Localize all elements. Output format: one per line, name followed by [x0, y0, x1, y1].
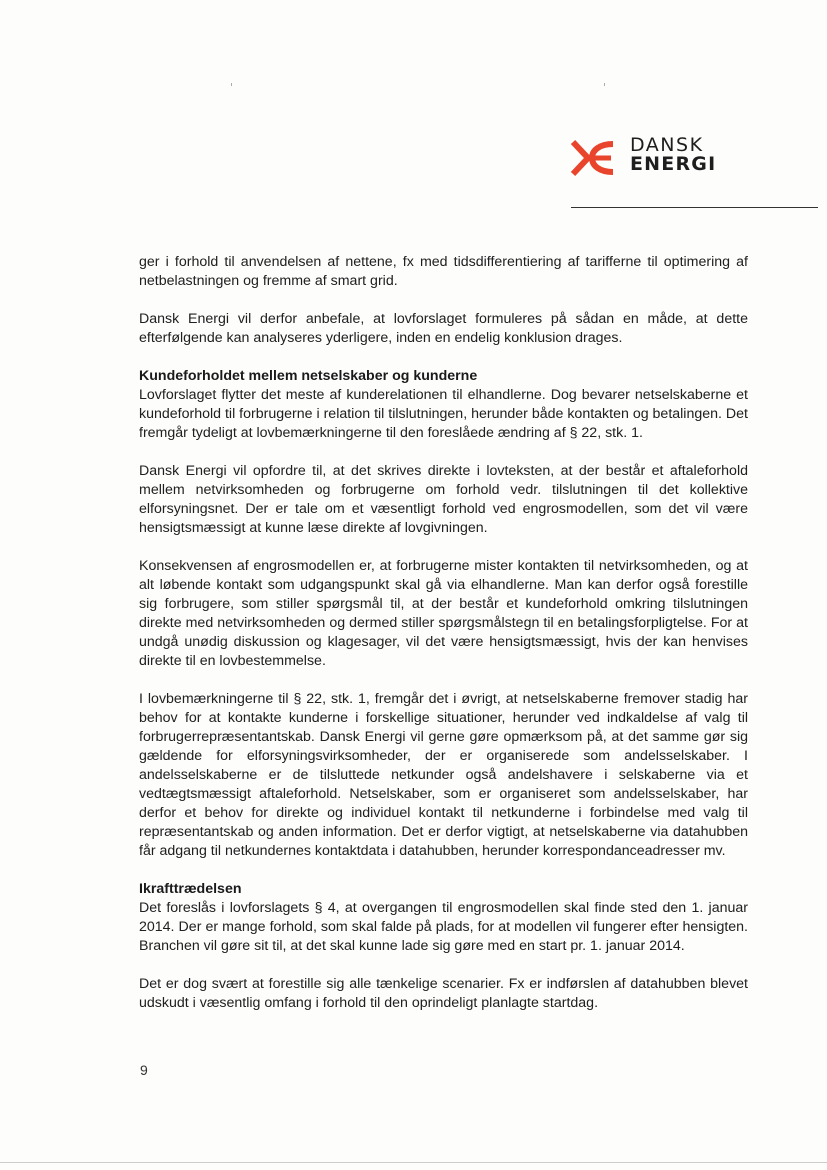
dansk-energi-logo: [571, 133, 731, 183]
paragraph: I lovbemærkningerne til § 22, stk. 1, fremgår det i øvrigt, at netselskaberne fremover stadig har behov for at kontakte kunderne i forskellige situationer, herunder ved indkaldelse af valg til forbrugerrepræsentantskab. Dansk Energi vil gerne gøre opmærksom på, at det samme gør sig gældende for elforsyningsvirksomheder, der er organiserede som andelsselskaber. I andelsselskaberne er de tilsluttede netkunder også andelshavere i selskaberne via et vedtægtsmæssigt aftaleforhold. Netselskaber, som er organiseret som andelsselskaber, har derfor et behov for direkte og individuel kontakt til netkunderne i forbindelse med valg til repræsentantskab og anden information. Det er derfor vigtigt, at netselskaberne via datahubben får adgang til netkundernes kontaktdata i datahubben, herunder korrespondanceadresser mv.: [139, 691, 748, 859]
header-divider: [571, 207, 818, 208]
paragraph: Det foreslås i lovforslagets § 4, at overgangen til engrosmodellen skal finde sted den 1. januar 2014. Der er mange forhold, som skal falde på plads, for at modellen vil fungerer efter hensigten. Branchen vil gøre sit til, at det skal kunne lade sig gøre med en start pr. 1. januar 2014.: [139, 900, 748, 954]
paragraph: Lovforslaget flytter det meste af kunderelationen til elhandlerne. Dog bevarer netselskaberne et kundeforhold til forbrugerne i relation til tilslutningen, herunder både kontakten og betalingen. Det fremgår tydeligt at lovbemærkningerne til den foreslåede ændring af § 22, stk. 1.: [139, 387, 748, 441]
logo-line-2: ENERGI: [630, 153, 717, 175]
section-heading: Kundeforholdet mellem netselskaber og kunderne: [139, 368, 478, 384]
paragraph: Dansk Energi vil opfordre til, at det skrives direkte i lovteksten, at der består et aftaleforhold mellem netvirksomheden og forbrugerne om forhold vedr. tilslutningen til det kollektive elforsyningsnet. Der er tale om et væsentligt forhold ved engrosmodellen, som det vil være hensigtsmæssigt at kunne læse direkte af lovgivningen.: [139, 463, 748, 536]
logo-line-1: DANSK: [630, 134, 704, 156]
scan-speck: [604, 83, 605, 86]
section-heading: Ikrafttrædelsen: [139, 881, 242, 897]
scan-speck: [231, 83, 232, 86]
page-bottom-edge: [0, 1162, 827, 1163]
paragraph: Det er dog svært at forestille sig alle tænkelige scenarier. Fx er indførslen af datahubben blevet udskudt i væsentlig omfang i forhold til den oprindeligt planlagte startdag.: [139, 976, 748, 1011]
dansk-energi-logo-icon: [571, 137, 615, 179]
logo-wordmark: [630, 136, 716, 174]
paragraph: Dansk Energi vil derfor anbefale, at lovforslaget formuleres på sådan en måde, at dette efterfølgende kan analyseres yderligere, inden en endelig konklusion drages.: [139, 311, 748, 346]
page-number: 9: [140, 1062, 148, 1078]
paragraph: ger i forhold til anvendelsen af nettene, fx med tidsdifferentiering af tarifferne til optimering af netbelastningen og fremme af smart grid.: [139, 254, 748, 289]
document-body: [139, 253, 748, 1013]
paragraph: Konsekvensen af engrosmodellen er, at forbrugerne mister kontakten til netvirksomheden, og at alt løbende kontakt som udgangspunkt skal gå via elhandlerne. Man kan derfor også forestille sig forbrugere, som stiller spørgsmål til, at der består et kundeforhold omkring tilslutningen direkte med netvirksomheden og dermed stiller spørgsmålstegn til en betalingsforpligtelse. For at undgå unødig diskussion og klagesager, vil det være hensigtsmæssigt, hvis der kan henvises direkte til en lovbestemmelse.: [139, 558, 748, 669]
